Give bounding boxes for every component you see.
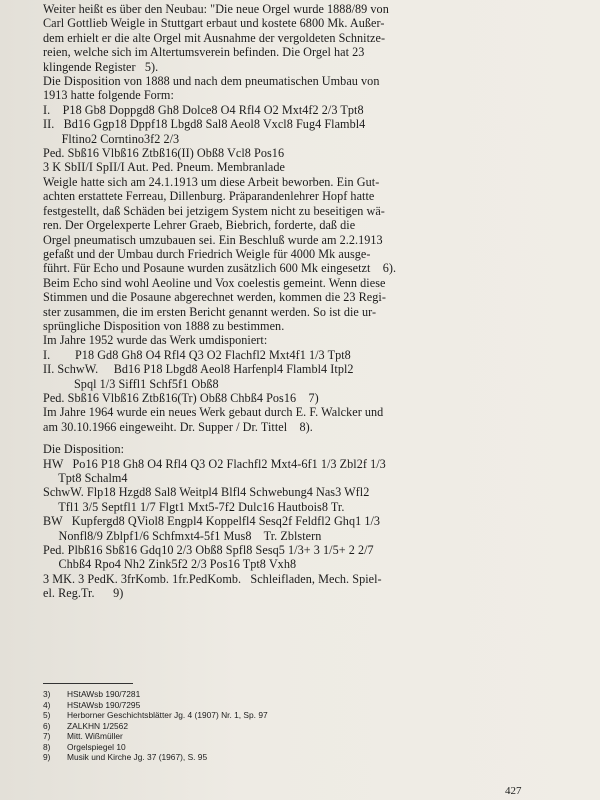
disposition-line: Nonfl8/9 Zblpf1/6 Schfmxt4-5f1 Mus8 Tr. Zblstern [43,528,322,543]
footnote [43,731,443,742]
footnote-number: 6) [43,720,51,731]
text-line: sprüngliche Disposition von 1888 zu bestimmen. [43,318,285,333]
text-line: Carl Gottlieb Weigle in Stuttgart erbaut und kostete 6800 Mk. Außer- [43,16,385,31]
footnote [43,742,443,753]
text-line: Weigle hatte sich am 24.1.1913 um diese Arbeit beworben. Ein Gut- [43,174,380,189]
footnote-text: ZALKHN 1/2562 [67,720,128,731]
text-line: festgestellt, daß Schäden bei jetzigem System nicht zu beseitigen wä- [43,203,385,218]
footnote-number: 9) [43,752,51,762]
footnote-divider [43,683,133,684]
footnote-number: 7) [43,731,51,741]
footnote [43,700,443,711]
footnote [43,689,443,700]
disposition-line: Ped. Plbß16 Sbß16 Gdq10 2/3 Obß8 Spfl8 Sesq5 1/3+ 3 1/5+ 2 2/7 [43,543,374,558]
text-line: Die Disposition von 1888 und nach dem pneumatischen Umbau von [43,74,380,89]
footnote-text: Musik und Kirche Jg. 37 (1967), S. 95 [67,752,208,762]
text-line: Ped. Sbß16 Vlbß16 Ztbß16(II) Obß8 Vcl8 Pos16 [43,146,285,161]
disposition-line: HW Po16 P18 Gh8 O4 Rfl4 Q3 O2 Flachfl2 Mxt4-6f1 1/3 Zbl2f 1/3 [43,456,386,471]
paragraph-gap [43,434,583,442]
text-line: Orgel pneumatisch umzubauen sei. Ein Beschluß wurde am 2.2.1913 [43,232,383,247]
disposition-line: Tpt8 Schalm4 [43,471,128,485]
text-line: I. P18 Gd8 Gh8 O4 Rfl4 Q3 O2 Flachfl2 Mxt4f1 1/3 Tpt8 [43,347,351,362]
text-line: Stimmen und die Posaune abgerechnet werden, kommen die 23 Regi- [43,290,386,305]
text-line: Spql 1/3 Siffl1 Schf5f1 Obß8 [43,376,219,391]
disposition-line: SchwW. Flp18 Hzgd8 Sal8 Weitpl4 Blfl4 Schwebung4 Nas3 Wfl2 [43,485,370,500]
footnote-number: 3) [43,689,51,699]
text-line: reien, welche sich im Altertumsverein befinden. Die Orgel hat 23 [43,45,365,60]
text-line: 1913 hatte folgende Form: [43,88,174,103]
footnote-text: HStAWsb 190/7295 [67,699,141,710]
main-text [43,2,583,601]
footnote-number: 5) [43,710,51,720]
text-line: am 30.10.1966 eingeweiht. Dr. Supper / Dr. Tittel 8). [43,419,313,434]
disposition-line: el. Reg.Tr. 9) [43,586,124,601]
footnote [43,752,443,763]
footnotes [43,689,443,763]
text-line: II. Bd16 Ggp18 Dppf18 Lbgd8 Sal8 Aeol8 Vxcl8 Fug4 Flambl4 [43,117,366,132]
text-line: Beim Echo sind wohl Aeoline und Vox coelestis gemeint. Wenn diese [43,275,386,290]
text-line: gefaßt und der Umbau durch Friedrich Weigle für 4000 Mk ausge- [43,246,371,261]
text-line: Fltino2 Corntino3f2 2/3 [43,131,180,146]
text-line: dem erhielt er die alte Orgel mit Ausnahme der vergoldeten Schnitze- [43,30,386,45]
footnote [43,710,443,721]
footnote-text: Herborner Geschichtsblätter Jg. 4 (1907) Nr. 1, Sp. 97 [67,710,268,720]
disposition-line: 3 MK. 3 PedK. 3frKomb. 1fr.PedKomb. Schleifladen, Mech. Spiel- [43,571,382,586]
footnote-number: 8) [43,741,51,752]
text-line: Weiter heißt es über den Neubau: "Die neue Orgel wurde 1888/89 von [43,2,389,16]
text-line: I. P18 Gb8 Doppgd8 Gh8 Dolce8 O4 Rfl4 O2 Mxt4f2 2/3 Tpt8 [43,102,364,117]
page-number: 427 [505,785,522,797]
disposition-line: Tfl1 3/5 Septfl1 1/7 Flgt1 Mxt5-7f2 Dulc16 Hautbois8 Tr. [43,499,345,514]
footnote [43,721,443,732]
footnote-text: Orgelspiegel 10 [67,741,126,752]
text-line: achten erstattete Ferreau, Dillenburg. Präparandenlehrer Hopf hatte [43,189,375,204]
footnote-text: HStAWsb 190/7281 [67,689,141,699]
text-line: klingende Register 5). [43,59,159,74]
text-line: ster zusammen, die im ersten Bericht genannt werden. So ist die ur- [43,304,377,319]
footnote-number: 4) [43,699,51,710]
text-line: Ped. Sbß16 Vlbß16 Ztbß16(Tr) Obß8 Chbß4 Pos16 7) [43,390,319,405]
text-line: Im Jahre 1964 wurde ein neues Werk gebaut durch E. F. Walcker und [43,405,384,420]
text-line: II. SchwW. Bd16 P18 Lbgd8 Aeol8 Harfenpl4 Flambl4 Itpl2 [43,362,354,377]
disposition-line: BW Kupfergd8 QViol8 Engpl4 Koppelfl4 Sesq2f Feldfl2 Ghq1 1/3 [43,514,381,529]
footnote-text: Mitt. Wißmüller [67,731,123,741]
text-line: 3 K SbII/I SpII/I Aut. Ped. Pneum. Membranlade [43,160,285,175]
text-line: führt. Für Echo und Posaune wurden zusätzlich 600 Mk eingesetzt 6). [43,261,397,276]
text-line: Im Jahre 1952 wurde das Werk umdisponiert: [43,333,268,348]
text-line: ren. Der Orgelexperte Lehrer Graeb, Biebrich, forderte, daß die [43,218,356,233]
disposition-heading: Die Disposition: [43,442,125,457]
disposition-line: Chbß4 Rpo4 Nh2 Zink5f2 2/3 Pos16 Tpt8 Vxh8 [43,557,297,572]
